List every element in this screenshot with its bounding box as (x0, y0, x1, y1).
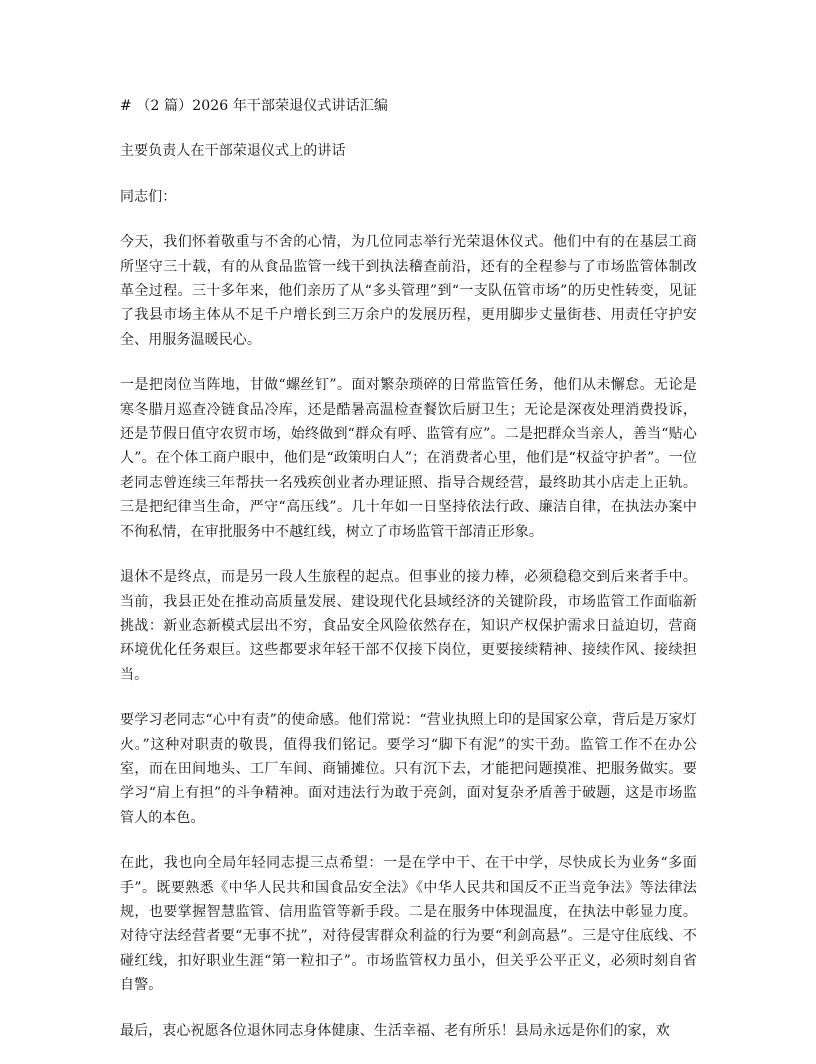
paragraph-achievements: 一是把岗位当阵地，甘做“螺丝钉”。面对繁杂琐碎的日常监管任务，他们从未懈怠。无论是寒冬腊月巡查冷链食品冷库，还是酷暑高温检查餐饮后厨卫生；无论是深夜处理消费投诉，还是节假日值守农贸市场，始终做到“群众有呼、监管有应”。二是把群众当亲人，善当“贴心人”。在个体工商户眼中，他们是“政策明白人”；在消费者心里，他们是“权益守护者”。一位老同志曾连续三年帮扶一名残疾创业者办理证照、指导合规经营，最终助其小店走上正轨。三是把纪律当生命，严守“高压线”。几十年如一日坚持依法行政、廉洁自律，在执法办案中不徇私情，在审批服务中不越红线，树立了市场监管干部清正形象。 (120, 377, 697, 540)
speech-subtitle: 主要负责人在干部荣退仪式上的讲话 (120, 143, 346, 160)
paragraph-closing: 最后，衷心祝愿各位退休同志身体健康、生活幸福、老有所乐！县局永远是你们的家，欢 (120, 1022, 670, 1039)
document-body (120, 94, 697, 1064)
paragraph-learning: 要学习老同志“心中有责”的使命感。他们常说：“营业执照上印的是国家公章，背后是万家灯火。”这种对职责的敬畏，值得我们铭记。要学习“脚下有泥”的实干劲。监管工作不在办公室，而在田间地头、工厂车间、商铺摊位。只有沉下去，才能把问题摸准、把服务做实。要学习“肩上有担”的斗争精神。面对违法行为敢于亮剑，面对复杂矛盾善于破题，这是市场监管人的本色。 (120, 712, 697, 826)
paragraph-relay: 退休不是终点，而是另一段人生旅程的起点。但事业的接力棒，必须稳稳交到后来者手中。当前，我县正处在推动高质量发展、建设现代化县域经济的关键阶段，市场监管工作面临新挑战：新业态新模式层出不穷，食品安全风险依然存在，知识产权保护需求日益迫切，营商环境优化任务艰巨。这些都要求年轻干部不仅接下岗位，更要接续精神、接续作风、接续担当。 (120, 569, 697, 683)
paragraph-intro: 今天，我们怀着敬重与不舍的心情，为几位同志举行光荣退休仪式。他们中有的在基层工商所坚守三十载，有的从食品监管一线干到执法稽查前沿，还有的全程参与了市场监管体制改革全过程。三十多年来，他们亲历了从“多头管理”到“一支队伍管市场”的历史性转变，见证了我县市场主体从不足千户增长到三万余户的发展历程，更用脚步丈量街巷、用责任守护安全、用服务温暖民心。 (120, 234, 697, 348)
document-title: # （2 篇）2026 年干部荣退仪式讲话汇编 (120, 98, 388, 114)
paragraph-hopes: 在此，我也向全局年轻同志提三点希望：一是在学中干、在干中学，尽快成长为业务“多面手”。既要熟悉《中华人民共和国食品安全法》《中华人民共和国反不正当竞争法》等法律法规，也要掌握智慧监管、信用监管等新手段。二是在服务中体现温度，在执法中彰显力度。对待守法经营者要“无事不扰”，对待侵害群众利益的行为要“利剑高悬”。三是守住底线、不碰红线，扣好职业生涯“第一粒扣子”。市场监管权力虽小，但关乎公平正义，必须时刻自省自警。 (120, 855, 697, 994)
salutation: 同志们： (120, 188, 177, 205)
